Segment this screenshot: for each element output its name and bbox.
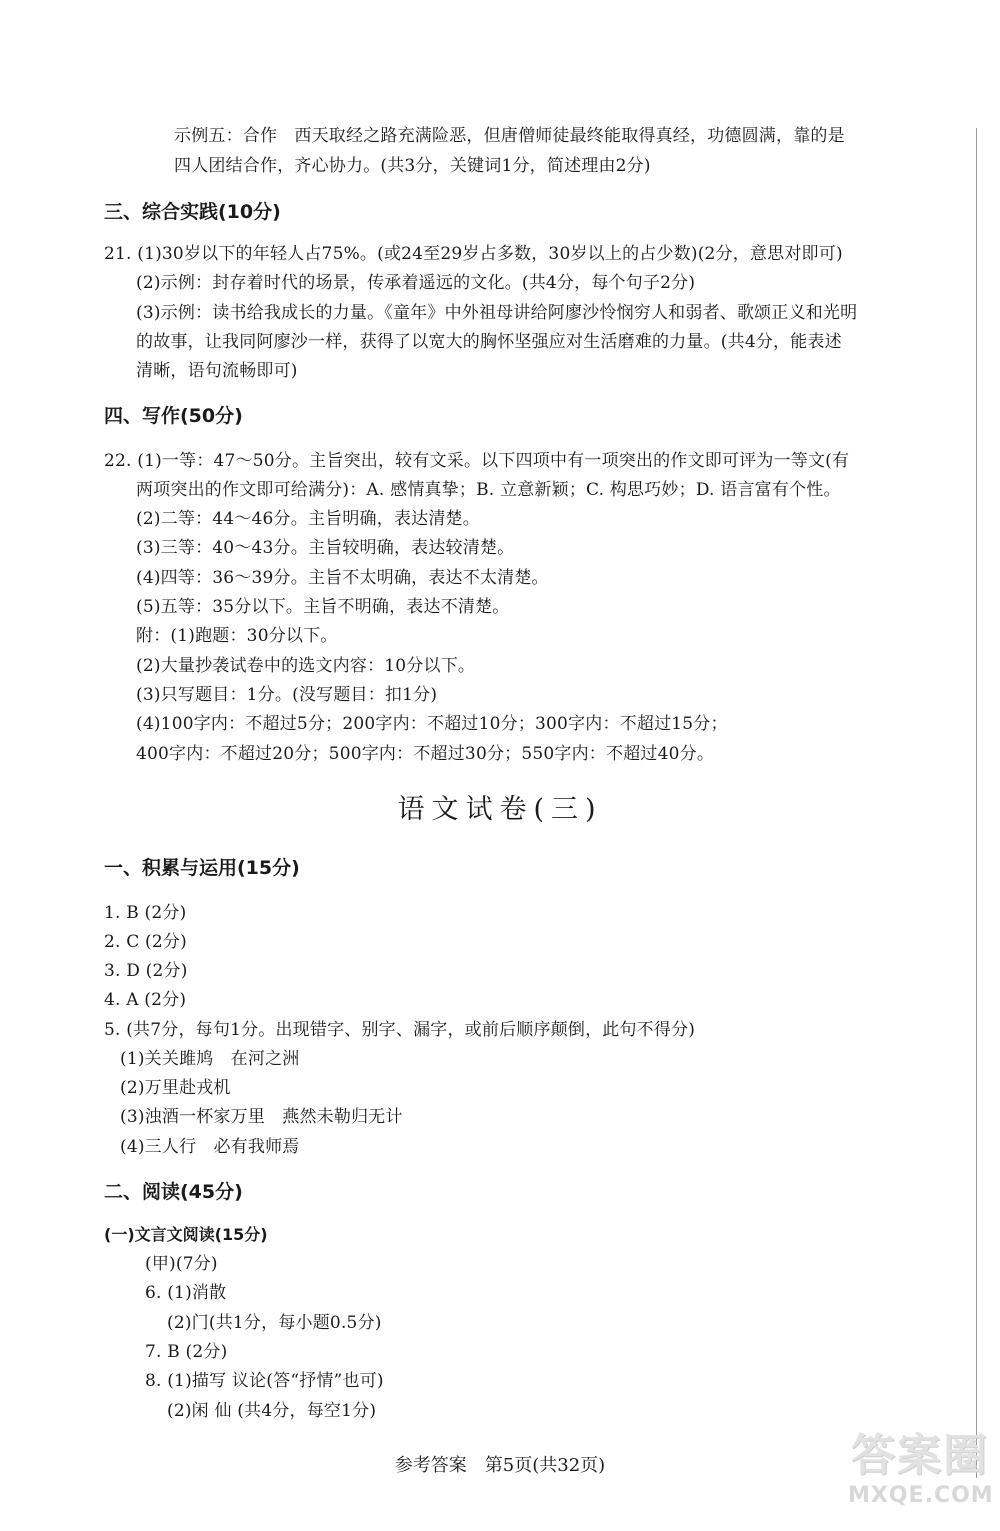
appendix-off-topic: 附：(1)跑题：30分以下。 <box>136 626 338 646</box>
appendix-plagiarism: (2)大量抄袭试卷中的选文内容：10分以下。 <box>136 656 476 676</box>
answer-1: 1. B (2分) <box>104 903 187 923</box>
answer-5-part-2: (2)万里赴戎机 <box>120 1078 231 1098</box>
answer-6-part-1: 6. (1)消散 <box>145 1283 227 1303</box>
q22-grade-1-line-2: 两项突出的作文即可给满分)：A. 感情真挚；B. 立意新颖；C. 构思巧妙；D. 语言富有个性。 <box>136 480 841 500</box>
answer-6-part-2: (2)门(共1分，每小题0.5分) <box>167 1313 382 1333</box>
answer-3: 3. D (2分) <box>104 961 188 981</box>
section-heading-practice: 三、综合实践(10分) <box>104 201 281 223</box>
watermark-logo <box>848 1413 992 1525</box>
answer-7: 7. B (2分) <box>145 1342 228 1362</box>
subsection-classical-chinese: (一)文言文阅读(15分) <box>104 1225 268 1244</box>
section-heading-accumulation: 一、积累与运用(15分) <box>104 857 300 879</box>
q22-grade-1-line-1: 22. (1)一等：47～50分。主旨突出，较有文采。以下四项中有一项突出的作文即可评为一等文(有 <box>104 451 850 471</box>
q21-part-3-line-3: 清晰，语句流畅即可) <box>136 361 298 381</box>
answer-5-part-1: (1)关关雎鸠 在河之洲 <box>120 1049 300 1069</box>
section-heading-reading: 二、阅读(45分) <box>104 1181 243 1203</box>
watermark-text: 答案圈 <box>851 1430 989 1481</box>
answer-8-part-1: 8. (1)描写 议论(答“抒情”也可) <box>145 1371 384 1391</box>
page-footer: 参考答案 第5页(共32页) <box>394 1455 606 1476</box>
answer-8-part-2: (2)闲 仙 (共4分，每空1分) <box>167 1401 377 1421</box>
section-heading-writing: 四、写作(50分) <box>104 405 243 427</box>
answer-4: 4. A (2分) <box>104 990 187 1010</box>
q22-grade-2: (2)二等：44～46分。主旨明确，表达清楚。 <box>136 509 480 529</box>
appendix-title-only: (3)只写题目：1分。(没写题目：扣1分) <box>136 685 438 705</box>
answer-2: 2. C (2分) <box>104 932 187 952</box>
part-jia: (甲)(7分) <box>145 1254 218 1274</box>
appendix-word-count-line-2: 400字内：不超过20分；500字内：不超过30分；550字内：不超过40分。 <box>136 744 715 764</box>
example-five-line-2: 四人团结合作，齐心协力。(共3分，关键词1分，简述理由2分) <box>174 156 651 176</box>
appendix-word-count-line-1: (4)100字内：不超过5分；200字内：不超过10分；300字内：不超过15分； <box>136 714 728 734</box>
q22-grade-3: (3)三等：40～43分。主旨较明确，表达较清楚。 <box>136 538 515 558</box>
answer-5: 5. (共7分，每句1分。出现错字、别字、漏字，或前后顺序颠倒，此句不得分) <box>104 1020 696 1040</box>
q21-part-3-line-2: 的故事，让我同阿廖沙一样，获得了以宽大的胸怀坚强应对生活磨难的力量。(共4分，能表述 <box>136 332 842 352</box>
exam-title: 语文试卷(三) <box>397 794 603 825</box>
page-edge-divider <box>976 128 977 1478</box>
answer-5-part-4: (4)三人行 必有我师焉 <box>120 1137 300 1157</box>
q22-grade-4: (4)四等：36～39分。主旨不太明确，表达不太清楚。 <box>136 568 549 588</box>
example-five-line-1: 示例五：合作 西天取经之路充满险恶，但唐僧师徒最终能取得真经，功德圆满，靠的是 <box>174 126 845 146</box>
answer-5-part-3: (3)浊酒一杯家万里 燕然未勒归无计 <box>120 1107 403 1127</box>
watermark-url: MXQE.COM <box>848 1483 994 1508</box>
q21-part-2: (2)示例：封存着时代的场景，传承着遥远的文化。(共4分，每个句子2分) <box>136 273 696 293</box>
q21-part-3-line-1: (3)示例：读书给我成长的力量。《童年》中外祖母讲给阿廖沙怜悯穷人和弱者、歌颂正义和光明 <box>136 303 858 323</box>
q22-grade-5: (5)五等：35分以下。主旨不明确，表达不清楚。 <box>136 597 510 617</box>
q21-part-1: 21. (1)30岁以下的年轻人占75%。(或24至29岁占多数，30岁以上的占少数)(2分，意思对即可) <box>104 244 843 264</box>
